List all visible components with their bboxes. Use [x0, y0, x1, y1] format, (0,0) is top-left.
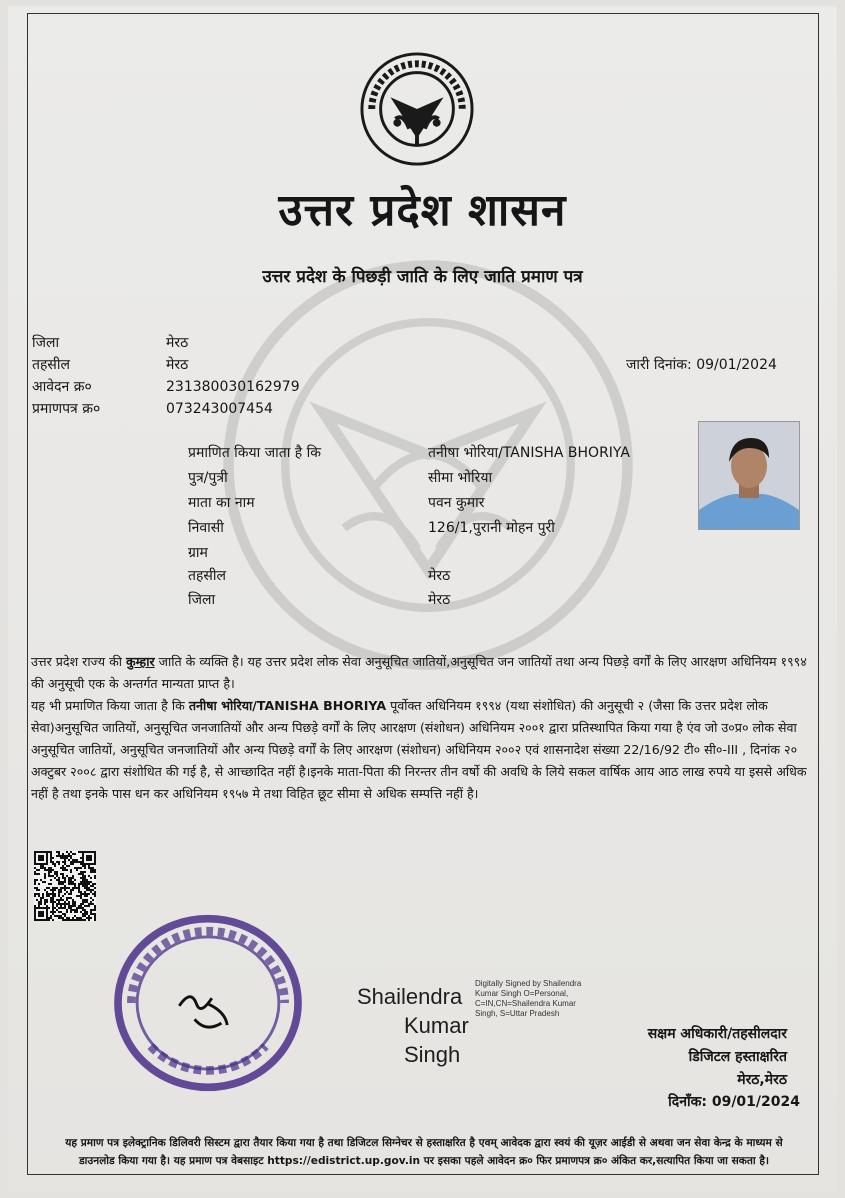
- statement-person-name: तनीषा भोरिया/TANISHA BHORIYA: [188, 698, 387, 713]
- statement-paragraph-2: यह भी प्रमाणित किया जाता है कि तनीषा भोरिया/TANISHA BHORIYA पूर्वोक्त अधिनियम १९९४ (यथा संशोधित) की अनुसूची २ (जैसा कि उत्तर प्रदेश लोक सेवा)अनुसूचित जातियों, अनुसूचित जनजातियों और अन्य पिछड़े वर्गों के लिए आरक्षण (संशोधन) अधिनियम २००१ द्वारा प्रतिस्थापित किया गया है एंव जो उ०प्र० लोक सेवा अनुसूचित जातियों, अनुसूचित जनजातियों और अन्य पिछड़े वर्गों के लिए आरक्षण (संशोधन) अधिनियम २००२ एवं शासनादेश संख्या 22/16/92 टी० सी०-III , दिनांक २० अक्टुबर २००८ द्वारा संशोधित की गई है, से आच्छादित नहीं है।इनके माता-पिता की निरन्तर तीन वर्षो की अवधि के लिये सकल वार्षिक आय आठ लाख रुपये या इससे अधिक नहीं है तथा इनके पास धन कर अधिनियम १९५७ मे तथा विहित छूट सीमा से अधिक सम्पत्ति नहीं है।: [31, 698, 807, 801]
- watermark-emblem: [218, 255, 638, 675]
- footer-line-2: डाउनलोड किया गया है। यह प्रमाण पत्र वेबसाइट https://edistrict.up.gov.in पर इसका पहले आवेदन क्र० फिर प्रमाणपत्र क्र० अंकित कर,सत्यापित किया जा सकता है।: [79, 1155, 769, 1167]
- application-number-label: आवेदन क्र०: [32, 379, 92, 395]
- district-value: मेरठ: [166, 335, 189, 351]
- applicant-photo: [698, 421, 800, 530]
- document-title: उत्तर प्रदेश शासन: [278, 185, 567, 236]
- certified-person-name: तनीषा भोरिया/TANISHA BHORIYA: [428, 445, 630, 461]
- cert-district-label: जिला: [188, 592, 216, 608]
- mother-name-label: माता का नाम: [188, 495, 255, 511]
- certificate-number-value: 073243007454: [166, 401, 273, 417]
- application-number-value: 231380030162979: [166, 379, 300, 395]
- official-seal-stamp: [112, 912, 304, 1094]
- statement-paragraph-1: उत्तर प्रदेश राज्य की कुम्हार जाति के व्यक्ति है। यह उत्तर प्रदेश लोक सेवा अनुसूचित जातियों,अनुसूचित जन जातियों तथा अन्य पिछड़े वर्गों के लिए आरक्षण अधिनियम १९९४ की अनुसूची एक के अन्तर्गत मान्यता प्राप्त है।: [31, 654, 807, 691]
- signer-last-name: Singh: [404, 1042, 461, 1067]
- tehsil-label: तहसील: [32, 357, 70, 373]
- mother-name-value: पवन कुमार: [428, 495, 485, 511]
- footer-line-1: यह प्रमाण पत्र इलेक्ट्रानिक डिलिवरी सिस्टम द्वारा तैयार किया गया है तथा डिजिटल सिग्नेचर से हस्ताक्षरित है एवम् आवेदक द्वारा स्वयं की यूज़र आईडी से अथवा जन सेवा केन्द्र के माध्यम से: [65, 1137, 783, 1149]
- tehsil-value: मेरठ: [166, 357, 189, 373]
- cert-tehsil-label: तहसील: [188, 568, 226, 584]
- cert-tehsil-value: मेरठ: [428, 568, 451, 584]
- officer-date: दिनाँक: 09/01/2024: [668, 1094, 800, 1110]
- issue-date: जारी दिनांक: 09/01/2024: [626, 357, 777, 373]
- child-of-value: सीमा भोरिया: [428, 470, 493, 486]
- officer-title: सक्षम अधिकारी/तहसीलदार: [647, 1026, 787, 1042]
- resident-label: निवासी: [188, 520, 224, 536]
- signer-first-name: Shailendra: [357, 984, 463, 1009]
- signer-middle-name: Kumar: [404, 1013, 469, 1038]
- certificate-number-label: प्रमाणपत्र क्र०: [32, 401, 101, 417]
- signature-details: Digitally Signed by Shailendra Kumar Singh O=Personal, C=IN,CN=Shailendra Kumar Singh, S=Uttar Pradesh: [475, 979, 582, 1018]
- certificate-statement: [31, 651, 807, 805]
- qr-code: [34, 851, 96, 921]
- district-label: जिला: [32, 335, 60, 351]
- document-subtitle: उत्तर प्रदेश के पिछड़ी जाति के लिए जाति प्रमाण पत्र: [262, 267, 583, 287]
- resident-value: 126/1,पुरानी मोहन पुरी: [428, 520, 555, 536]
- up-government-emblem: [358, 50, 476, 168]
- certify-label: प्रमाणित किया जाता है कि: [188, 445, 322, 461]
- verification-footer: [38, 1134, 810, 1170]
- child-of-label: पुत्र/पुत्री: [188, 470, 228, 486]
- village-label: ग्राम: [188, 545, 208, 561]
- cert-district-value: मेरठ: [428, 592, 451, 608]
- caste-name: कुम्हार: [126, 654, 155, 669]
- digitally-signed-label: डिजिटल हस्ताक्षरित: [688, 1049, 787, 1065]
- officer-place: मेरठ,मेरठ: [737, 1072, 787, 1088]
